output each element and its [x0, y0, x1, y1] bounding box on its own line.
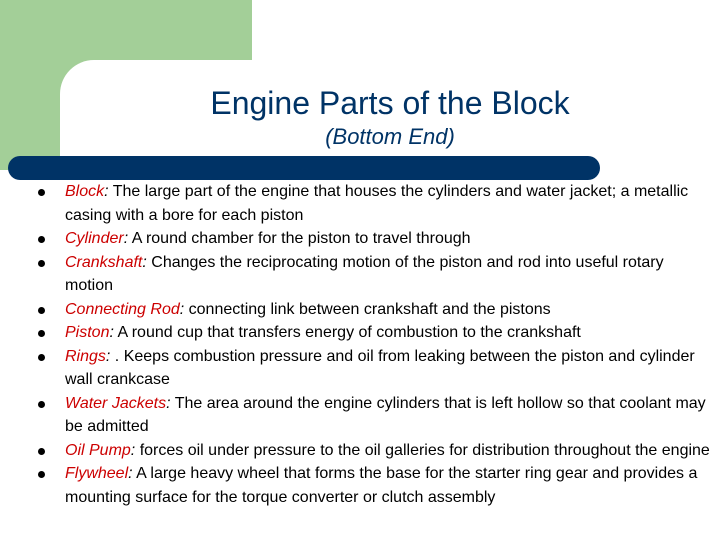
title-divider-bar [8, 156, 600, 180]
slide-title: Engine Parts of the Block [210, 85, 570, 121]
bullet-text: A round chamber for the piston to travel through [128, 230, 471, 247]
bullet-term: Flywheel [65, 465, 129, 482]
bullet-dot-icon [38, 307, 45, 314]
bullet-text: forces oil under pressure to the oil galleries for distribution throughout the engine [135, 441, 710, 459]
bullet-list [0, 180, 720, 509]
bullet-dot-icon [38, 401, 45, 408]
bullet-term: Cylinder [65, 230, 124, 247]
bullet-colon: : [104, 183, 109, 200]
bullet-colon: : [179, 300, 185, 318]
bullet-term: Rings [65, 347, 106, 365]
bullet-colon: : [166, 394, 171, 412]
bullet-colon: : [130, 441, 136, 459]
bullet-dot-icon [38, 260, 45, 267]
bullet-text: The large part of the engine that houses the cylinders and water jacket; a metallic casing with a bore for each piston [65, 183, 689, 224]
bullet-dot-icon [38, 448, 45, 455]
bullet-colon: : [109, 324, 114, 341]
bullet-dot-icon [38, 471, 45, 478]
bullet-dot-icon [38, 236, 45, 243]
bullet-term: Connecting Rod [65, 300, 180, 318]
bullet-term: Crankshaft [65, 253, 143, 271]
bullet-item-flywheel [0, 462, 720, 509]
bullet-dot-icon [38, 354, 45, 361]
bullet-text: A round cup that transfers energy of combustion to the crankshaft [113, 324, 581, 341]
bullet-term: Piston [65, 324, 110, 341]
bullet-term: Block [65, 183, 105, 200]
bullet-term: Oil Pump [65, 441, 131, 459]
bullet-text: Changes the reciprocating motion of the piston and rod into useful rotary motion [65, 253, 664, 294]
bullet-text: A large heavy wheel that forms the base for the starter ring gear and provides a mounting surface for the torque converter or clutch assembly [65, 465, 698, 506]
bullet-text: The area around the engine cylinders that is left hollow so that coolant may be admitted [65, 394, 706, 435]
bullet-item-oil-pump [0, 439, 720, 463]
bullet-colon: : [128, 465, 133, 482]
bullet-term: Water Jackets [65, 394, 167, 412]
bullet-item-rings [0, 345, 720, 392]
bullet-text: connecting link between crankshaft and the pistons [184, 300, 551, 318]
bullet-colon: : [142, 253, 147, 271]
bullet-item-piston [0, 321, 720, 345]
bullet-dot-icon [38, 330, 45, 337]
bullet-colon: : [105, 347, 111, 365]
bullet-item-crankshaft [0, 251, 720, 298]
bullet-dot-icon [38, 189, 45, 196]
bullet-item-connecting-rod [0, 298, 720, 322]
bullet-colon: : [123, 230, 129, 247]
bullet-item-water-jackets [0, 392, 720, 439]
bullet-text: . Keeps combustion pressure and oil from leaking between the piston and cylinder wall crankcase [65, 347, 695, 388]
bullet-item-block [0, 180, 720, 227]
bullet-item-cylinder [0, 227, 720, 251]
slide-subtitle: (Bottom End) [325, 124, 455, 149]
